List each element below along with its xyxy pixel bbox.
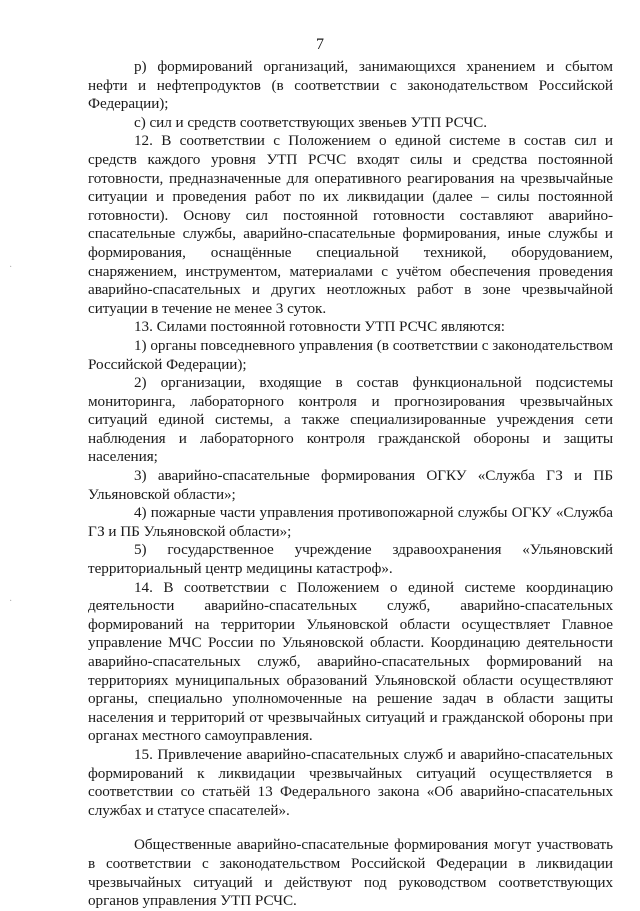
paragraph-list-item-3: 3) аварийно-спасательные формирования ОГКУ «Служба ГЗ и ПБ Ульяновской области»;: [88, 467, 613, 503]
paragraph-clause-12: 12. В соответствии с Положением о единой системе в состав сил и средств каждого уровня УТП РСЧС входят силы и средства постоянной готовности, предназначенные для оперативного реагирования на чрезвычайные ситуации и проведения работ по их ликвидации (далее – силы постоянной готовности). Основу сил постоянной готовности составляют аварийно-спасательные службы, аварийно-спасательные формирования, иные службы и формирования, оснащённые специальной техникой, оборудованием, снаряжением, инструментом, материалами с учётом обеспечения проведения аварийно-спасательных и других неотложных работ в зоне чрезвычайной ситуации в течение не менее 3 суток.: [88, 132, 613, 317]
margin-mark: ·: [9, 262, 13, 273]
paragraph-public-formations: Общественные аварийно-спасательные формирования могут участвовать в соответствии с законодательством Российской Федерации в ликвидации чрезвычайных ситуаций и действуют под руководством соответствующих органов управления УТП РСЧС.: [88, 836, 613, 910]
paragraph-item-r: р) формирований организаций, занимающихся хранением и сбытом нефти и нефтепродуктов (в соответствии с законодательством Российской Федерации);: [88, 58, 613, 113]
page-number: 7: [316, 36, 324, 53]
paragraph-item-s: с) сил и средств соответствующих звеньев УТП РСЧС.: [134, 113, 487, 131]
paragraph-list-item-2: 2) организации, входящие в состав функциональной подсистемы мониторинга, лабораторного контроля и прогнозирования чрезвычайных ситуаций единой системы, а также специализированные учреждения сети наблюдения и лабораторного контроля гражданской обороны и защиты населения;: [88, 374, 613, 466]
paragraph-list-item-5: 5) государственное учреждение здравоохранения «Ульяновский территориальный центр медицины катастроф».: [88, 541, 613, 578]
paragraph-clause-14: 14. В соответствии с Положением о единой системе координацию деятельности аварийно-спасательных служб, аварийно-спасательных формирований на территории Ульяновской области осуществляет Главное управление МЧС России по Ульяновской области. Координацию деятельности аварийно-спасательных служб, аварийно-спасательных формирований на территориях муниципальных образований Ульяновской области осуществляют органы, специально уполномоченные на решение задач в области защиты населения и территорий от чрезвычайных ситуаций и гражданской обороны при органах местного самоуправления.: [88, 578, 613, 745]
body-text: [88, 58, 613, 911]
margin-mark: ·: [9, 596, 13, 607]
paragraph-list-item-1: 1) органы повседневного управления (в соответствии с законодательством Российской Федерации);: [88, 336, 613, 373]
paragraph-clause-15: 15. Привлечение аварийно-спасательных служб и аварийно-спасательных формирований к ликвидации чрезвычайных ситуаций осуществляется в соответствии со статьёй 13 Федерального закона «Об аварийно-спасательных службах и статусе спасателей».: [88, 745, 613, 819]
paragraph-list-item-4: 4) пожарные части управления противопожарной службы ОГКУ «Служба ГЗ и ПБ Ульяновской области»;: [88, 504, 613, 540]
paragraph-clause-13: 13. Силами постоянной готовности УТП РСЧС являются:: [134, 318, 505, 336]
